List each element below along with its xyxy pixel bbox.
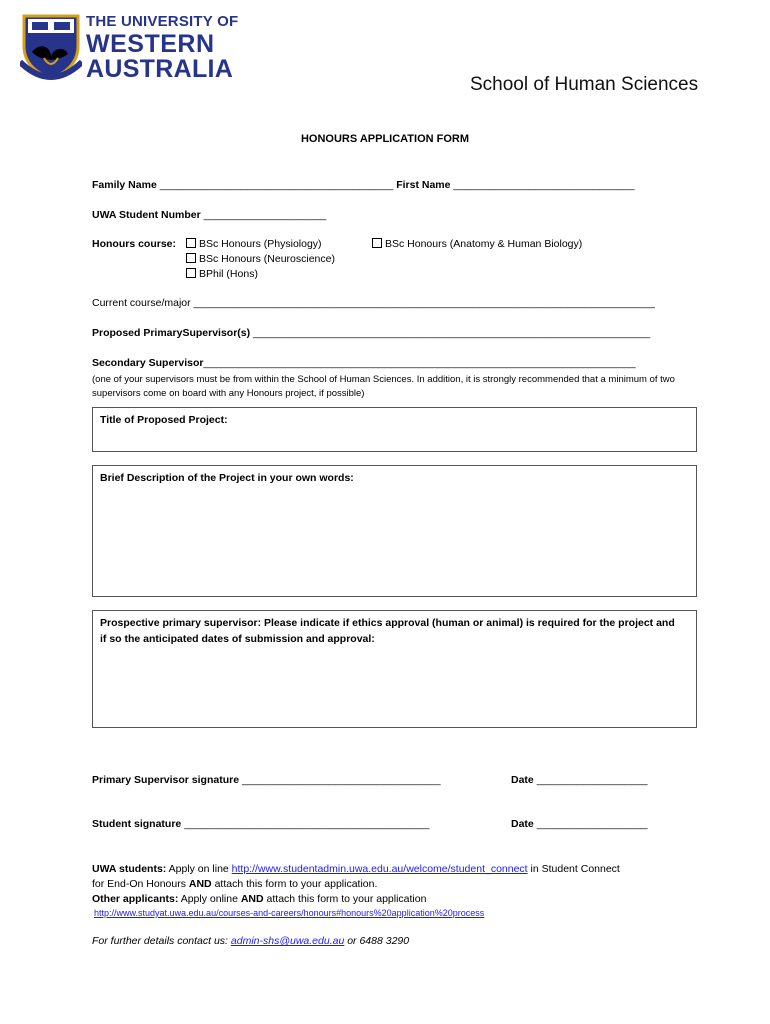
date-label: Date (511, 774, 534, 786)
uwa-students-label: UWA students: (92, 863, 167, 875)
checkbox-icon[interactable] (372, 238, 382, 248)
first-name-field[interactable]: _______________________________ (453, 179, 635, 191)
other-applicants-line (92, 892, 722, 907)
first-name-label: First Name (396, 179, 451, 191)
student-connect-link[interactable]: http://www.studentadmin.uwa.edu.au/welcome/student_connect (231, 863, 528, 875)
project-description-label: Brief Description of the Project in your own words: (100, 472, 354, 484)
secondary-supervisor-label: Secondary Supervisor (92, 357, 204, 369)
project-title-label: Title of Proposed Project: (100, 414, 228, 426)
student-signature-field[interactable]: __________________________________________ (184, 818, 430, 830)
contact-text: For further details contact us: (92, 935, 228, 947)
checkbox-icon[interactable] (186, 238, 196, 248)
crest-icon (20, 12, 82, 80)
course-option-bphil[interactable] (186, 268, 258, 280)
end-on-honours-line (92, 877, 722, 892)
course-option-label: BSc Honours (Anatomy & Human Biology) (385, 238, 583, 250)
student-date-field[interactable]: ___________________ (536, 818, 648, 830)
student-number-label: UWA Student Number (92, 209, 201, 221)
student-number-field[interactable]: _____________________ (203, 209, 327, 221)
uwa-students-line (92, 862, 722, 877)
logo-line-3: AUSTRALIA (86, 55, 234, 83)
logo-line-2: WESTERN (86, 30, 215, 58)
checkbox-icon[interactable] (186, 268, 196, 278)
logo-line-1: THE UNIVERSITY OF (86, 13, 239, 30)
course-option-anatomy[interactable] (372, 238, 582, 250)
primary-date-field[interactable]: ___________________ (536, 774, 648, 786)
student-signature-row (92, 818, 429, 830)
university-wordmark (86, 14, 238, 82)
primary-date-row (511, 774, 648, 786)
contact-phone: or 6488 3290 (347, 935, 410, 947)
ethics-approval-label: Prospective primary supervisor: Please indicate if ethics approval (human or animal) is required for the project and if so the anticipated dates of submission and approval: (100, 617, 675, 645)
date-label: Date (511, 818, 534, 830)
family-name-label: Family Name (92, 179, 157, 191)
form-title: HONOURS APPLICATION FORM (300, 133, 470, 145)
secondary-supervisor-row (92, 357, 636, 369)
studyat-link[interactable]: http://www.studyat.uwa.edu.au/courses-and-careers/honours#honours%20application%20process (94, 908, 485, 918)
primary-signature-label: Primary Supervisor signature (92, 774, 240, 786)
end-on-text: for End-On Honours (92, 878, 186, 890)
checkbox-icon[interactable] (186, 253, 196, 263)
primary-supervisor-field[interactable]: ____________________________________________________________________ (253, 327, 651, 339)
current-course-label: Current course/major (92, 297, 191, 309)
course-option-label: BSc Honours (Physiology) (199, 238, 322, 250)
primary-supervisor-row (92, 327, 650, 339)
current-course-field[interactable]: _______________________________________________________________________________ (193, 297, 655, 309)
family-name-field[interactable]: ________________________________________ (159, 179, 394, 191)
apply-online-text: Apply on line (168, 863, 229, 875)
footer-instructions (92, 862, 722, 907)
student-connect-text: in Student Connect (530, 863, 620, 875)
course-option-physiology[interactable] (186, 238, 322, 250)
and-word: AND (240, 893, 264, 905)
secondary-supervisor-field[interactable]: __________________________________________________________________________ (203, 357, 636, 369)
student-date-row (511, 818, 648, 830)
attach-text-2: attach this form to your application (266, 893, 427, 905)
primary-signature-row (92, 774, 441, 786)
other-applicants-label: Other applicants: (92, 893, 179, 905)
ethics-approval-box[interactable] (92, 610, 697, 728)
name-row (92, 179, 634, 191)
course-option-label: BSc Honours (Neuroscience) (199, 253, 335, 265)
contact-email-link[interactable]: admin-shs@uwa.edu.au (230, 935, 345, 947)
contact-line (92, 935, 409, 947)
primary-signature-field[interactable]: __________________________________ (241, 774, 441, 786)
student-number-row (92, 209, 326, 221)
honours-course-label: Honours course: (92, 238, 177, 250)
course-option-neuroscience[interactable] (186, 253, 335, 265)
course-option-label: BPhil (Hons) (199, 268, 258, 280)
primary-supervisor-label: Proposed PrimarySupervisor(s) (92, 327, 251, 339)
project-description-box[interactable] (92, 465, 697, 597)
current-course-row (92, 297, 655, 309)
student-signature-label: Student signature (92, 818, 182, 830)
attach-text: attach this form to your application. (214, 878, 378, 890)
and-word: AND (188, 878, 212, 890)
school-name: School of Human Sciences (470, 74, 699, 95)
apply-online-text-2: Apply online (180, 893, 238, 905)
project-title-box[interactable] (92, 407, 697, 452)
supervisor-note: (one of your supervisors must be from within the School of Human Sciences. In addition, it is strongly recommended that a minimum of two supervisors come on board with any Honours project, if possible) (92, 374, 675, 399)
